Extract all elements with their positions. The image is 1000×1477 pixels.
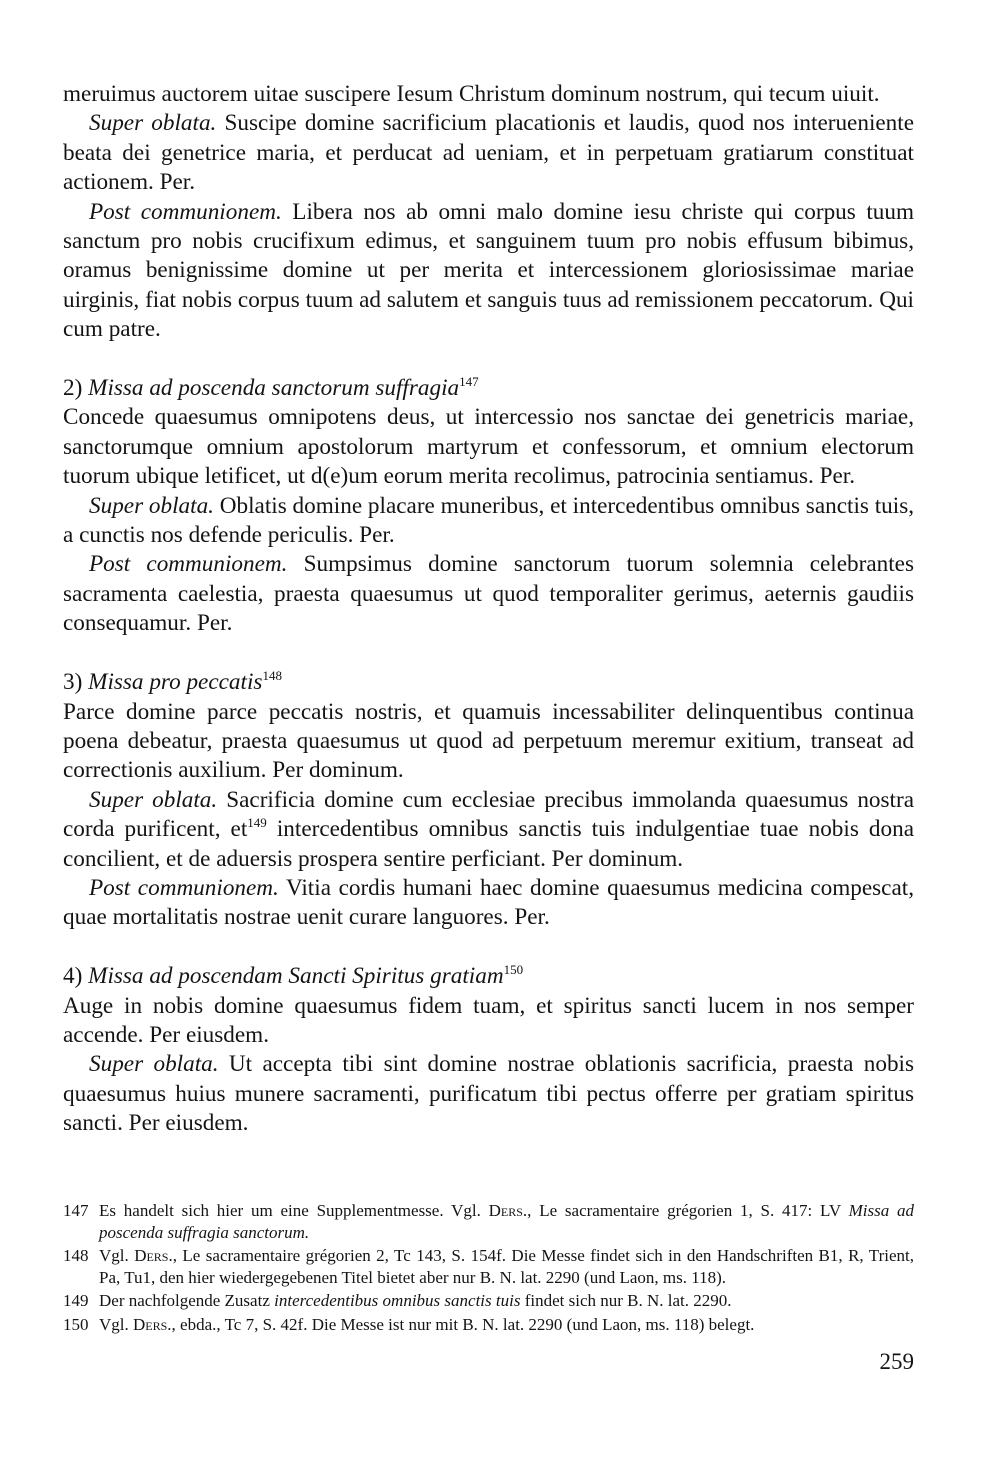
mass-title: Missa pro peccatis: [88, 669, 263, 696]
footnote-text-part: ., ebda., Tc 7, S. 42f. Die Messe ist nur mit B. N. lat. 2290 (und Laon, ms. 118) belegt.: [167, 1314, 755, 1334]
mass-heading: [63, 962, 914, 991]
prayer-text: Ut accepta tibi sint domine nostrae oblationis sacrificia, praesta nobis quaesumus huius munere sacramenti, purificatum tibi pectus offerre per gratiam spiritus sancti. Per eiusdem.: [63, 1051, 915, 1137]
footnote-text-part: ., Le sacramentaire grégorien 1, S. 417: LV: [522, 1201, 849, 1220]
prayer-text: Oblatis domine placare muneribus, et intercedentibus omnibus sanctis tuis, a cunctis nos defende periculis. Per.: [63, 492, 915, 549]
footnote-text-part: Der nachfolgende Zusatz: [99, 1291, 275, 1311]
prayer-text: Libera nos ab omni malo domine iesu christe qui corpus tuum sanctum pro nobis crucifixum edimus, et sanguinem tuum pro nobis effusum bibimus, oramus benignissime domine ut per merita et intercessionem gloriosissimae mariae uirginis, fiat nobis corpus tuum ad salutem et sanguis tuus ad remissionem peccatorum. Qui cum patre.: [63, 198, 914, 343]
rubric-post-communionem: Post communionem.: [89, 551, 288, 578]
footnote-number: 150: [63, 1314, 89, 1334]
footnote-number: 148: [63, 1246, 89, 1266]
footnote-italic: Missa ad poscenda suffragia sanctorum.: [99, 1201, 914, 1242]
rubric-super-oblata: Super oblata.: [89, 1051, 219, 1078]
mass-number: 2): [63, 375, 89, 402]
mass-heading: [63, 668, 914, 697]
footnote-text-part: Vgl.: [99, 1246, 135, 1266]
paragraph-super-oblata: [63, 1050, 914, 1138]
mass-heading: [63, 374, 914, 403]
paragraph-super-oblata: [63, 492, 914, 551]
footnote-ref: 148: [262, 668, 282, 684]
footnote-number: 147: [63, 1201, 89, 1220]
prayer-text: Sumpsimus domine sanctorum tuorum solemnia celebrantes sacramenta caelestia, praesta quaesumus ut quod temporaliter gerimus, aeternis gaudiis consequamur. Per.: [63, 551, 914, 637]
prayer-text: Suscipe domine sacrificium placationis et laudis, quod nos interueniente beata dei genetrice maria, et perducat ad ueniam, et in perpetuam gratiarum constituat actionem. Per.: [63, 110, 914, 196]
footnote-ref: 149: [247, 815, 267, 831]
footnote-text: [99, 1245, 914, 1288]
footnote-150: [63, 1314, 914, 1336]
page-number: 259: [879, 1349, 914, 1374]
footnote-147: [63, 1200, 914, 1243]
footnote-text-part: findet sich nur B. N. lat. 2290.: [520, 1291, 732, 1311]
footnote-text: [99, 1200, 914, 1243]
paragraph-super-oblata: [63, 109, 914, 197]
paragraph-post-communionem: [63, 198, 914, 345]
mass-number: 3): [63, 669, 89, 696]
paragraph-collect: Parce domine parce peccatis nostris, et quamuis incessabiliter delinquentibus continua poena debeatur, praesta quaesumus ut quod ad perpetuum meremur exitium, transeat ad correctionis auxilium. Per dominum.: [63, 698, 914, 784]
author-ders: Ders: [133, 1314, 168, 1334]
author-ders: Ders: [488, 1201, 523, 1220]
rubric-super-oblata: Super oblata.: [89, 786, 218, 813]
mass-title: Missa ad poscendam Sancti Spiritus gratiam: [88, 963, 504, 990]
footnote-text-part: ., Le sacramentaire grégorien 2, Tc 143, S. 154f. Die Messe findet sich in den Handschriften B1, R, Trient, Pa, Tu1, den hier wiedergegebenen Titel bietet aber nur B. N. lat. 2290 (und Laon, ms. 118).: [99, 1246, 914, 1287]
rubric-post-communionem: Post communionem.: [89, 198, 282, 225]
rubric-super-oblata: Super oblata.: [89, 110, 217, 137]
footnote-ref: 150: [503, 962, 524, 978]
rubric-post-communionem: Post communionem.: [89, 874, 279, 901]
footnote-148: [63, 1245, 914, 1288]
paragraph-collect: Concede quaesumus omnipotens deus, ut intercessio nos sanctae dei genetricis mariae, sanctorumque omnium apostolorum martyrum et confessorum, et omnium electorum tuorum ubique letificet, ut d(e)um eorum merita recolimus, patrocinia sentiamus. Per.: [63, 404, 914, 490]
footnote-italic: intercedentibus omnibus sanctis tuis: [274, 1291, 521, 1311]
paragraph-post-communionem: [63, 550, 914, 638]
footnotes: [63, 1200, 914, 1338]
footnote-text: [99, 1290, 914, 1312]
paragraph-continuation: meruimus auctorem uitae suscipere Iesum Christum dominum nostrum, qui tecum uiuit.: [63, 81, 880, 107]
mass-title: Missa ad poscenda sanctorum suffragia: [88, 375, 460, 402]
prayer-text: Sacrificia domine cum ecclesiae precibus immolanda quaesumus nostra corda purificent, et: [63, 786, 914, 843]
paragraph-post-communionem: [63, 874, 914, 933]
main-text: [63, 80, 914, 1139]
footnote-149: [63, 1290, 914, 1312]
footnote-number: 149: [63, 1291, 89, 1311]
footnote-text: [99, 1314, 914, 1336]
prayer-text: intercedentibus omnibus sanctis tuis indulgentiae tuae nobis dona concilient, et de aduersis prospera sentire perficiant. Per dominum.: [63, 816, 914, 872]
footnote-text-part: Vgl.: [99, 1314, 133, 1334]
prayer-text: Vitia cordis humani haec domine quaesumus medicina compescat, quae mortalitatis nostrae uenit curare languores. Per.: [63, 874, 914, 931]
mass-number: 4): [63, 963, 89, 990]
author-ders: Ders: [134, 1246, 169, 1266]
paragraph-collect: Auge in nobis domine quaesumus fidem tuam, et spiritus sancti lucem in nos semper accende. Per eiusdem.: [63, 992, 914, 1048]
footnote-ref: 147: [459, 374, 479, 390]
footnote-text-part: Es handelt sich hier um eine Supplementmesse. Vgl.: [99, 1201, 489, 1220]
paragraph-super-oblata: [63, 786, 914, 874]
rubric-super-oblata: Super oblata.: [89, 492, 214, 519]
